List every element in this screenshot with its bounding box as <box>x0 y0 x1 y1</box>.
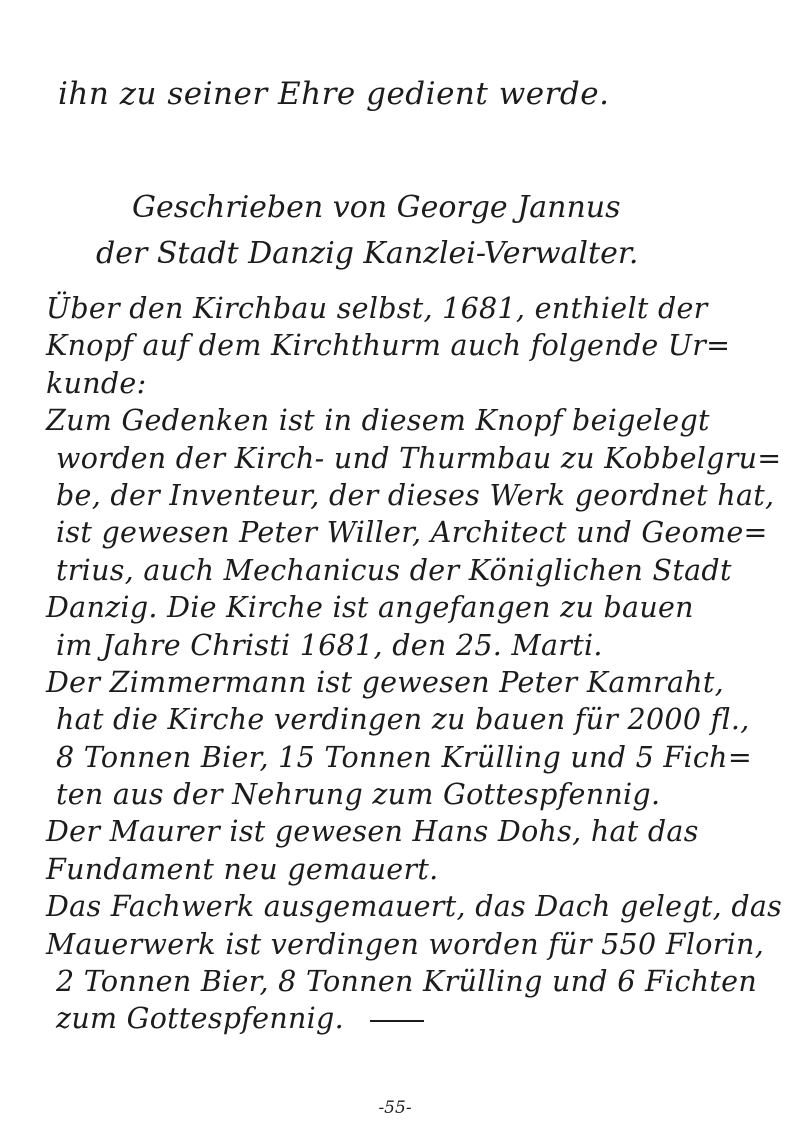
closing-rule <box>370 1020 424 1022</box>
signature-line-2: der Stadt Danzig Kanzlei-Verwalter. <box>96 236 639 271</box>
body-line: kunde: <box>46 366 147 400</box>
body-line: be, der Inventeur, der dieses Werk geordnet hat, <box>56 478 775 512</box>
body-line: trius, auch Mechanicus der Königlichen Stadt <box>56 553 732 587</box>
body-line: Danzig. Die Kirche ist angefangen zu bauen <box>46 591 694 625</box>
body-line: ten aus der Nehrung zum Gottespfennig. <box>56 778 661 812</box>
body-line: 8 Tonnen Bier, 15 Tonnen Krülling und 5 Fich= <box>56 740 753 774</box>
body-line: Zum Gedenken ist in diesem Knopf beigelegt <box>46 404 710 438</box>
body-line: Mauerwerk ist verdingen worden für 550 Florin, <box>46 927 765 961</box>
body-line: 2 Tonnen Bier, 8 Tonnen Krülling und 6 Fichten <box>56 965 757 999</box>
body-line: Der Maurer ist gewesen Hans Dohs, hat das <box>46 815 699 849</box>
body-line: Das Fachwerk ausgemauert, das Dach gelegt, das <box>46 890 783 924</box>
closing-text: zum Gottespfennig. <box>56 1002 344 1036</box>
body-line: Knopf auf dem Kirchthurm auch folgende Ur= <box>46 329 731 363</box>
body-line: Über den Kirchbau selbst, 1681, enthielt der <box>46 292 708 325</box>
body-line-last <box>46 1000 766 1037</box>
signature-line-1: Geschrieben von George Jannus <box>132 190 621 225</box>
body-line: im Jahre Christi 1681, den 25. Marti. <box>56 628 603 662</box>
intro-line: ihn zu seiner Ehre gedient werde. <box>58 76 610 112</box>
body-line: ist gewesen Peter Willer, Architect und Geome= <box>56 516 768 550</box>
body-line: hat die Kirche verdingen zu bauen für 2000 fl., <box>56 703 750 737</box>
page-number: -55- <box>378 1098 412 1118</box>
body-line: Fundament neu gemauert. <box>46 852 439 886</box>
document-body <box>46 290 783 1038</box>
body-line: Der Zimmermann ist gewesen Peter Kamraht, <box>46 665 725 699</box>
body-line: worden der Kirch- und Thurmbau zu Kobbelgru= <box>56 441 782 475</box>
